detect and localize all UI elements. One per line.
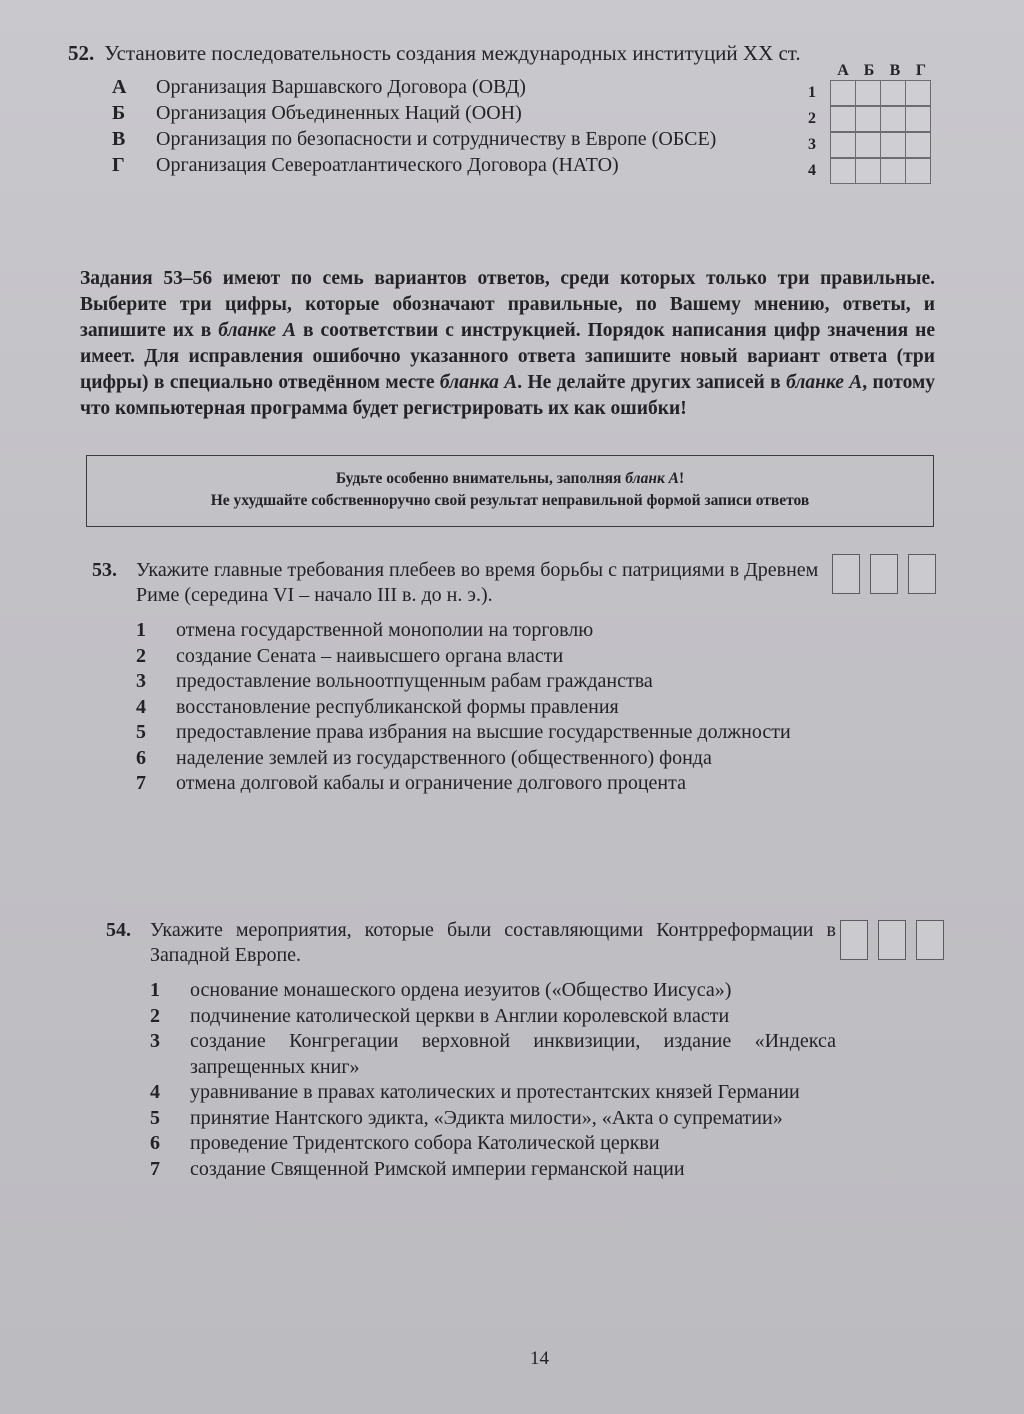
option-letter: Г <box>112 154 125 176</box>
instructions-text: Задания 53–56 имеют по семь вариантов ответов, среди которых только три правильные. Выберите три цифры, которые обозначают правильные, по Вашему мнению, ответы, и запишите их в <box>80 268 935 341</box>
option-item <box>150 1004 836 1030</box>
option-number: 2 <box>150 1004 160 1027</box>
option-text: предоставление вольноотпущенным рабам гражданства <box>176 670 653 692</box>
option-number: 6 <box>150 1132 160 1154</box>
option-text: создание Конгрегации верховной инквизиции, издание «Индекса запрещенных книг» <box>190 1030 836 1078</box>
grid-row <box>808 106 934 132</box>
grid-cell[interactable] <box>856 106 881 132</box>
option-number: 7 <box>150 1157 160 1180</box>
question-54-title <box>106 918 836 968</box>
question-53-title <box>92 558 822 608</box>
warning-box <box>86 455 934 527</box>
blank-a-term: бланк А <box>625 470 680 487</box>
answer-box[interactable] <box>908 554 936 594</box>
option-number: 1 <box>150 979 160 1001</box>
question-53-options <box>136 618 822 797</box>
option-text: Организация по безопасности и сотрудничеству в Европе (ОБСЕ) <box>156 128 717 150</box>
grid-cell[interactable] <box>856 132 881 158</box>
grid-col-label: В <box>889 62 901 79</box>
option-text: основание монашеского ордена иезуитов («Общество Иисуса») <box>190 979 732 1001</box>
grid-cell[interactable] <box>881 106 906 132</box>
option-letter: В <box>112 128 126 150</box>
instructions-paragraph <box>80 266 935 422</box>
option-g <box>112 152 732 178</box>
option-text: создание Сената – наивысшего органа власти <box>176 644 564 667</box>
option-item <box>150 1106 836 1132</box>
option-letter: Б <box>112 102 126 124</box>
question-text: Установите последовательность создания международных институций XX ст. <box>104 41 801 65</box>
blank-a-term: бланка А <box>439 372 518 393</box>
question-52-options <box>112 74 732 178</box>
option-text: Организация Объединенных Наций (ООН) <box>156 102 522 124</box>
option-b <box>112 100 732 126</box>
option-number: 4 <box>150 1081 160 1103</box>
option-text: Организация Варшавского Договора (ОВД) <box>156 76 526 98</box>
answer-boxes-53 <box>832 554 936 594</box>
answer-box[interactable] <box>840 920 868 960</box>
option-item <box>136 695 822 721</box>
option-text: Организация Североатлантического Договора (НАТО) <box>156 154 619 176</box>
option-text: принятие Нантского эдикта, «Эдикта милости», «Акта о супрематии» <box>190 1106 783 1129</box>
question-number: 54. <box>106 919 131 941</box>
grid-cell[interactable] <box>881 158 906 184</box>
warning-text: ! <box>679 470 685 487</box>
grid-header <box>830 62 934 80</box>
answer-box[interactable] <box>878 920 906 960</box>
option-text: отмена долговой кабалы и ограничение долгового процента <box>176 772 686 794</box>
option-text: наделение землей из государственного (общественного) фонда <box>176 746 712 769</box>
option-text: уравнивание в правах католических и протестантских князей Германии <box>190 1081 800 1103</box>
answer-box[interactable] <box>832 554 860 594</box>
grid-cell[interactable] <box>856 80 881 106</box>
option-text: предоставление права избрания на высшие государственные должности <box>176 721 791 743</box>
option-item <box>150 1131 836 1157</box>
option-a <box>112 74 732 100</box>
grid-cell[interactable] <box>881 80 906 106</box>
option-number: 1 <box>136 619 146 641</box>
answer-boxes-54 <box>840 920 944 960</box>
warning-line-1 <box>87 468 933 490</box>
answer-box[interactable] <box>870 554 898 594</box>
option-number: 5 <box>136 721 146 743</box>
option-number: 5 <box>150 1106 160 1129</box>
grid-row <box>808 158 934 184</box>
option-text: создание Священной Римской империи германской нации <box>190 1157 685 1180</box>
question-text: Укажите главные требования плебеев во время борьбы с патрициями в Древнем Риме (середина VI – начало III в. до н. э.). <box>136 559 819 606</box>
grid-cell[interactable] <box>906 80 931 106</box>
option-number: 7 <box>136 772 146 794</box>
option-item <box>150 1080 836 1106</box>
instructions-text: в соответствии с инструкцией. Порядок написания цифр значения не имеет. Для исправления ошибочно указанного ответа запишите новый вариант ответа (три цифры) в специально отведённом месте <box>80 320 936 393</box>
option-item <box>136 746 822 772</box>
option-item <box>136 644 822 670</box>
option-item <box>136 618 822 644</box>
grid-col-label: Г <box>915 62 927 79</box>
option-item <box>136 669 822 695</box>
grid-cell[interactable] <box>881 132 906 158</box>
grid-row <box>808 80 934 106</box>
grid-cell[interactable] <box>830 106 856 132</box>
grid-col-label: Б <box>863 62 875 79</box>
option-item <box>150 1029 836 1080</box>
option-item <box>150 978 836 1004</box>
question-54-options <box>150 978 836 1182</box>
grid-cell[interactable] <box>830 80 856 106</box>
instructions-text: . Не делайте других записей в <box>517 372 787 393</box>
page-number: 14 <box>530 1348 549 1369</box>
option-text: проведение Тридентского собора Католической церкви <box>190 1132 660 1154</box>
grid-cell[interactable] <box>906 132 931 158</box>
option-text: подчинение католической церкви в Англии королевской власти <box>190 1004 730 1027</box>
grid-col-label: А <box>837 62 849 79</box>
grid-cell[interactable] <box>830 158 856 184</box>
instructions-text: , потому что компьютерная программа будет регистрировать их как ошибки! <box>80 372 936 419</box>
question-54 <box>106 918 836 1182</box>
grid-cell[interactable] <box>856 158 881 184</box>
grid-cell[interactable] <box>906 158 931 184</box>
option-item <box>150 1157 836 1183</box>
option-number: 3 <box>150 1030 160 1052</box>
warning-line-2: Не ухудшайте собственноручно свой результат неправильной формой записи ответов <box>210 492 810 509</box>
option-text: восстановление республиканской формы правления <box>176 695 619 718</box>
grid-row-label: 3 <box>808 136 816 153</box>
question-number: 52. <box>68 41 95 65</box>
blank-a-term: бланке А <box>218 320 297 341</box>
option-text: отмена государственной монополии на торговлю <box>176 619 594 641</box>
grid-cell[interactable] <box>906 106 931 132</box>
grid-cell[interactable] <box>830 132 856 158</box>
grid-row-label: 2 <box>808 110 816 127</box>
question-53 <box>92 558 822 797</box>
option-number: 6 <box>136 746 146 769</box>
answer-grid-52 <box>808 62 934 184</box>
option-number: 4 <box>136 695 146 718</box>
question-number: 53. <box>92 559 117 581</box>
warning-text: Будьте особенно внимательны, заполняя <box>335 470 626 487</box>
answer-box[interactable] <box>916 920 944 960</box>
blank-a-term: бланке А <box>786 372 863 393</box>
option-item <box>136 720 822 746</box>
question-text: Укажите мероприятия, которые были составляющими Контрреформации в Западной Европе. <box>150 919 836 966</box>
option-letter: А <box>112 76 127 98</box>
option-v <box>112 126 732 152</box>
option-number: 3 <box>136 670 146 692</box>
grid-row-label: 1 <box>808 84 816 101</box>
grid-row <box>808 132 934 158</box>
grid-row-label: 4 <box>808 162 816 179</box>
option-item <box>136 771 822 797</box>
option-number: 2 <box>136 644 146 667</box>
